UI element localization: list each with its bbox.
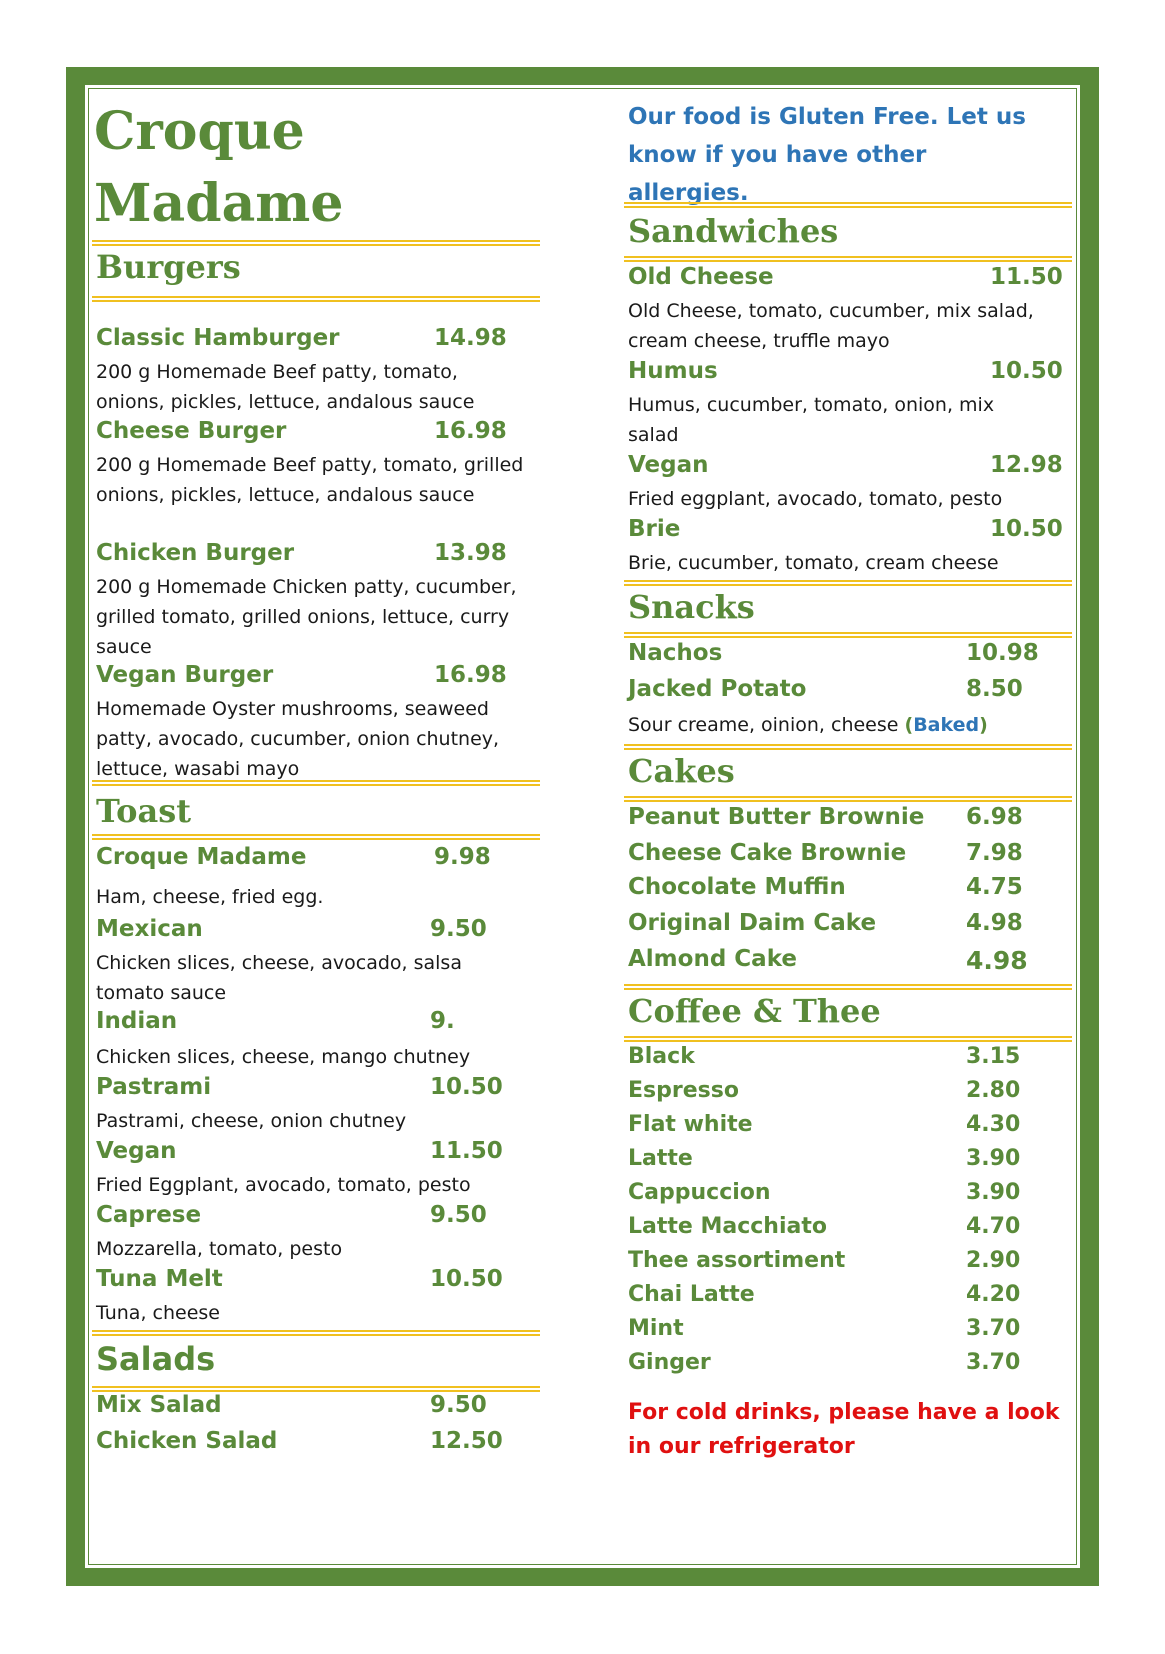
divider [624, 744, 1072, 750]
item-price: 11.50 [990, 264, 1063, 290]
divider [624, 984, 1072, 990]
item-description: Brie, cucumber, tomato, cream cheese [628, 552, 999, 574]
item-price: 6.98 [966, 804, 1023, 830]
item-name: Peanut Butter Brownie [628, 804, 925, 830]
item-description: Old Cheese, tomato, cucumber, mix salad, cream cheese, truffle mayo [628, 300, 1034, 352]
item-name: Humus [628, 358, 718, 384]
item-price: 9.98 [434, 844, 491, 870]
item-description: Ham, cheese, fried egg. [96, 886, 324, 908]
item-name: Latte Macchiato [628, 1214, 827, 1239]
item-name: Vegan [96, 1138, 177, 1164]
item-price: 7.98 [966, 840, 1023, 866]
item-price: 2.80 [966, 1078, 1021, 1103]
item-price: 12.50 [430, 1428, 503, 1454]
item-price: 4.30 [966, 1112, 1021, 1137]
divider [624, 632, 1072, 638]
divider [624, 796, 1072, 802]
item-price: 4.98 [966, 946, 1028, 975]
item-name: Indian [96, 1008, 178, 1034]
item-price: 3.70 [966, 1350, 1021, 1375]
divider [624, 580, 1072, 586]
item-name: Mint [628, 1316, 684, 1341]
restaurant-name-line2: Madame [94, 173, 344, 234]
item-name: Classic Hamburger [96, 325, 340, 351]
item-name: Chicken Salad [96, 1428, 278, 1454]
item-name: Nachos [628, 640, 723, 666]
item-name: Mix Salad [96, 1392, 222, 1418]
item-price: 3.70 [966, 1316, 1021, 1341]
item-description: Chicken slices, cheese, avocado, salsa tomato sauce [96, 952, 462, 1004]
item-name: Old Cheese [628, 264, 774, 290]
item-name: Chai Latte [628, 1282, 755, 1307]
item-name: Cheese Burger [96, 418, 287, 444]
item-name: Jacked Potato [628, 676, 807, 702]
item-price: 12.98 [990, 452, 1063, 478]
item-name: Almond Cake [628, 946, 797, 972]
baked-tag: Baked [913, 714, 980, 736]
item-name: Latte [628, 1146, 693, 1171]
section-title-salads: Salads [96, 1340, 216, 1378]
item-name: Chicken Burger [96, 540, 295, 566]
item-name: Chocolate Muffin [628, 874, 846, 900]
item-name: Croque Madame [96, 844, 307, 870]
item-name: Black [628, 1044, 695, 1069]
gluten-free-note: Our food is Gluten Free. Let us know if you have other allergies. [628, 104, 1026, 206]
item-price: 10.98 [966, 640, 1039, 666]
item-price: 9.50 [430, 916, 487, 942]
item-price: 4.70 [966, 1214, 1021, 1239]
item-name: Tuna Melt [96, 1266, 223, 1292]
divider [92, 296, 540, 302]
item-price: 13.98 [434, 540, 507, 566]
section-title-snacks: Snacks [628, 588, 755, 626]
item-description: Chicken slices, cheese, mango chutney [96, 1046, 471, 1068]
section-title-coffee: Coffee & Thee [628, 992, 881, 1030]
item-price: 3.90 [966, 1180, 1021, 1205]
item-price: 10.50 [990, 516, 1063, 542]
item-price: 16.98 [434, 418, 507, 444]
menu-border [66, 67, 1099, 1586]
item-description: Pastrami, cheese, onion chutney [96, 1110, 407, 1132]
item-description-text: Sour creame, oinion, cheese [628, 714, 899, 736]
divider [624, 256, 1072, 262]
section-title-toast: Toast [96, 792, 192, 830]
cold-drinks-note: For cold drinks, please have a look in our refrigerator [628, 1400, 1060, 1459]
section-title-cakes: Cakes [628, 752, 735, 790]
item-description: Mozzarella, tomato, pesto [96, 1238, 343, 1260]
divider [92, 834, 540, 840]
item-name: Flat white [628, 1112, 753, 1137]
divider [92, 1330, 540, 1336]
item-description: 200 g Homemade Beef patty, tomato, onions, pickles, lettuce, andalous sauce [96, 361, 475, 413]
divider [92, 240, 540, 246]
item-name: Espresso [628, 1078, 739, 1103]
restaurant-name-line1: Croque [94, 101, 305, 162]
restaurant-name [94, 96, 343, 240]
divider [624, 1036, 1072, 1042]
item-description: Tuna, cheese [96, 1302, 220, 1324]
item-price: 9.50 [430, 1392, 487, 1418]
item-name: Cheese Cake Brownie [628, 840, 907, 866]
item-description: 200 g Homemade Chicken patty, cucumber, grilled tomato, grilled onions, lettuce, curry sauce [96, 576, 517, 658]
item-price: 16.98 [434, 662, 507, 688]
item-name: Brie [628, 516, 681, 542]
paren-open: ( [904, 714, 914, 736]
item-price: 4.98 [966, 910, 1023, 936]
item-price: 14.98 [434, 325, 507, 351]
divider [624, 202, 1072, 208]
item-price: 9. [430, 1008, 455, 1034]
item-name: Mexican [96, 916, 203, 942]
divider [92, 780, 540, 786]
item-name: Cappuccion [628, 1180, 771, 1205]
item-price: 2.90 [966, 1248, 1021, 1273]
item-name: Pastrami [96, 1074, 212, 1100]
item-price: 3.15 [966, 1044, 1021, 1069]
item-name: Caprese [96, 1202, 202, 1228]
item-price: 11.50 [430, 1138, 503, 1164]
section-title-sandwiches: Sandwiches [628, 212, 839, 250]
item-description: Homemade Oyster mushrooms, seaweed patty, avocado, cucumber, onion chutney, lettuce, wasabi mayo [96, 698, 500, 780]
item-price: 10.50 [990, 358, 1063, 384]
item-description: Humus, cucumber, tomato, onion, mix salad [628, 394, 995, 446]
item-price: 10.50 [430, 1266, 503, 1292]
item-description [628, 710, 1068, 740]
item-price: 4.20 [966, 1282, 1021, 1307]
item-description: 200 g Homemade Beef patty, tomato, grilled onions, pickles, lettuce, andalous sauce [96, 454, 524, 506]
item-price: 3.90 [966, 1146, 1021, 1171]
item-description: Fried eggplant, avocado, tomato, pesto [628, 488, 1003, 510]
item-description: Fried Eggplant, avocado, tomato, pesto [96, 1174, 471, 1196]
item-name: Vegan [628, 452, 709, 478]
section-title-burgers: Burgers [96, 248, 241, 286]
item-name: Original Daim Cake [628, 910, 877, 936]
item-price: 10.50 [430, 1074, 503, 1100]
paren-close: ) [979, 714, 988, 736]
item-name: Ginger [628, 1350, 711, 1375]
item-price: 8.50 [966, 676, 1023, 702]
item-price: 9.50 [430, 1202, 487, 1228]
item-name: Thee assortiment [628, 1248, 846, 1273]
item-name: Vegan Burger [96, 662, 274, 688]
item-price: 4.75 [966, 874, 1023, 900]
